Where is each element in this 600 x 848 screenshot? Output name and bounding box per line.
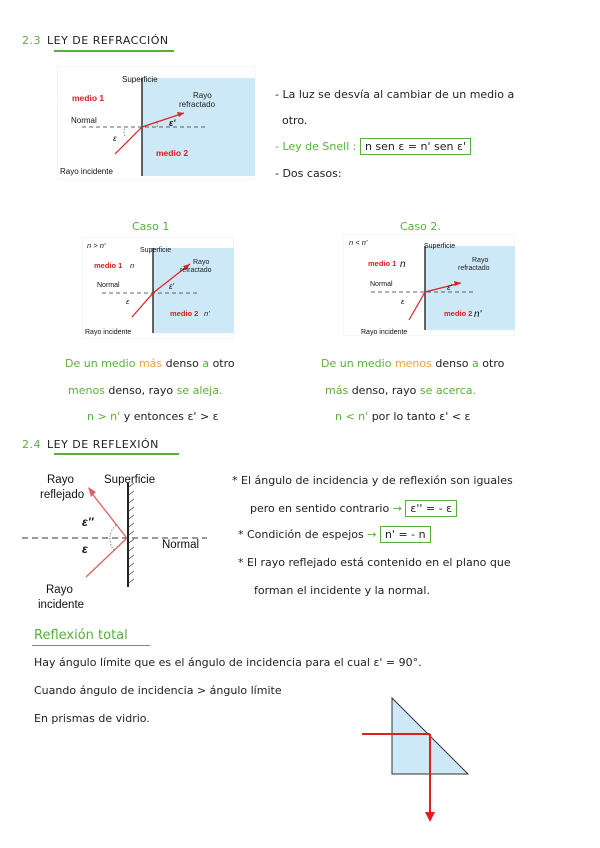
text-segment: De un medio [321,357,392,370]
section-title: LEY DE REFRACCIÓN [47,34,169,47]
text-segment: denso, rayo [108,384,174,397]
caso-2-line-3 [335,410,470,423]
label-n: n [400,259,406,270]
text-highlight: más [325,384,349,397]
text-segment: y entonces ε' > ε [123,410,219,423]
text-segment: otro [482,357,505,370]
text-highlight: se aleja. [176,384,223,397]
reflection-formula: ε'' = - ε [405,500,457,517]
label-superficie: Superficie [424,243,456,250]
caso-2-line-2 [325,384,476,397]
prism-figure [362,696,478,826]
label-medio-2: medio 2 [444,309,473,318]
label-rayo-incidente-2: incidente [38,599,85,611]
text-segment: otro [212,357,235,370]
reflection-note-1b [250,502,457,515]
label-rayo-refractado-1: Rayo [193,91,212,100]
label-epsilon-prime: ε' [169,282,175,291]
label-epsilon: ε [126,297,130,306]
text-highlight: menos [394,357,432,370]
label-epsilon-prime: ε' [447,283,453,292]
note-ley-snell [275,140,471,153]
label-medio-2: medio 2 [156,148,189,158]
note-otro: otro. [282,114,308,127]
text-segment: De un medio [65,357,136,370]
label-superficie: Superficie [122,75,158,84]
label-rayo-refractado-2: refractado [179,100,216,109]
section-underline [54,453,179,455]
label-medio-2: medio 2 [170,309,199,318]
label-epsilon: ε [401,297,405,306]
label-rayo-reflejado-2: reflejado [40,489,85,501]
text-segment: * Condición de espejos [238,528,364,541]
text-segment: por lo tanto ε' < ε [371,410,471,423]
section-title: LEY DE REFLEXIÓN [47,438,159,451]
text-highlight: n > n' [87,410,121,423]
text-segment: a [472,357,479,370]
arrow-icon: → [392,502,402,515]
label-rayo-1: Rayo [472,257,489,264]
label-epsilon-prime: ε' [169,118,176,128]
caso-1-line-3 [87,410,219,423]
section-number: 2.3 [22,34,41,47]
caso-2-line-1 [321,357,504,370]
label-n-prime: n' [204,309,210,318]
note-dos-casos: - Dos casos: [275,167,342,180]
snell-label: - Ley de Snell : [275,140,357,153]
label-superficie: Superficie [104,474,156,486]
label-rayo-reflejado-1: Rayo [47,474,74,486]
caso-1-line-1 [65,357,235,370]
text-highlight: n < n' [335,410,369,423]
text-segment: denso [435,357,469,370]
title-underline [32,645,150,646]
snell-formula: n sen ε = n' sen ε' [360,138,471,155]
section-underline [54,50,174,52]
label-n-prime: n' [474,309,482,320]
label-normal: Normal [370,281,393,288]
text-segment: denso [165,357,199,370]
reflection-note-2 [238,528,431,541]
caso-2-title: Caso 2. [400,220,441,233]
label-condicion: n < n' [349,238,368,247]
label-medio-1: medio 1 [368,259,397,268]
mirror-formula: n' = - n [380,526,431,543]
note-luz-desvia: - La luz se desvía al cambiar de un medio a [275,88,515,101]
text-segment: denso, rayo [351,384,417,397]
label-condicion: n > n' [87,241,106,250]
reflexion-total-line-3: En prismas de vidrio. [34,712,150,725]
caso-1-title: Caso 1 [132,220,170,233]
label-epsilon: ε [82,542,88,556]
reflection-note-3b: forman el incidente y la normal. [254,584,430,597]
reflexion-total-title: Reflexión total [34,628,128,643]
label-rayo-incidente: Rayo incidente [361,329,408,336]
reflection-figure [22,465,216,613]
label-medio-1: medio 1 [94,261,123,270]
section-2-4-heading [22,438,159,451]
caso-1-line-2 [68,384,222,397]
label-rayo-incidente-1: Rayo [46,584,73,596]
text-segment: a [202,357,210,370]
section-number: 2.4 [22,438,41,451]
label-superficie: Superficie [140,247,172,254]
label-rayo-incidente: Rayo incidente [60,167,113,176]
caso-2-figure [343,234,515,336]
reflexion-total-line-2: Cuando ángulo de incidencia > ángulo límite [34,684,282,697]
label-medio-1: medio 1 [72,93,105,103]
ray-arrowhead [425,812,435,822]
reflection-note-3a: * El rayo reflejado está contenido en el plano que [238,556,511,569]
label-normal: Normal [162,539,200,551]
label-epsilon: ε [113,134,117,143]
reflection-note-1a: * El ángulo de incidencia y de reflexión son iguales [232,474,513,487]
text-segment: pero en sentido contrario [250,502,390,515]
label-normal: Normal [71,116,97,125]
text-highlight: se acerca. [419,384,476,397]
label-rayo-2: refractado [458,265,490,272]
label-normal: Normal [97,282,120,289]
arrow-icon: → [367,528,377,541]
text-highlight: más [138,357,163,370]
label-rayo-incidente: Rayo incidente [85,329,132,336]
label-rayo-1: Rayo [193,259,210,266]
label-rayo-2: refractado [180,267,212,274]
section-2-3-heading [22,34,169,47]
label-n: n [130,261,135,270]
reflexion-total-line-1: Hay ángulo límite que es el ángulo de incidencia para el cual ε' = 90°. [34,656,422,669]
label-epsilon-double-prime: ε'' [82,515,94,529]
text-highlight: menos [68,384,105,397]
caso-1-figure [82,237,234,339]
refraction-figure [57,66,255,180]
